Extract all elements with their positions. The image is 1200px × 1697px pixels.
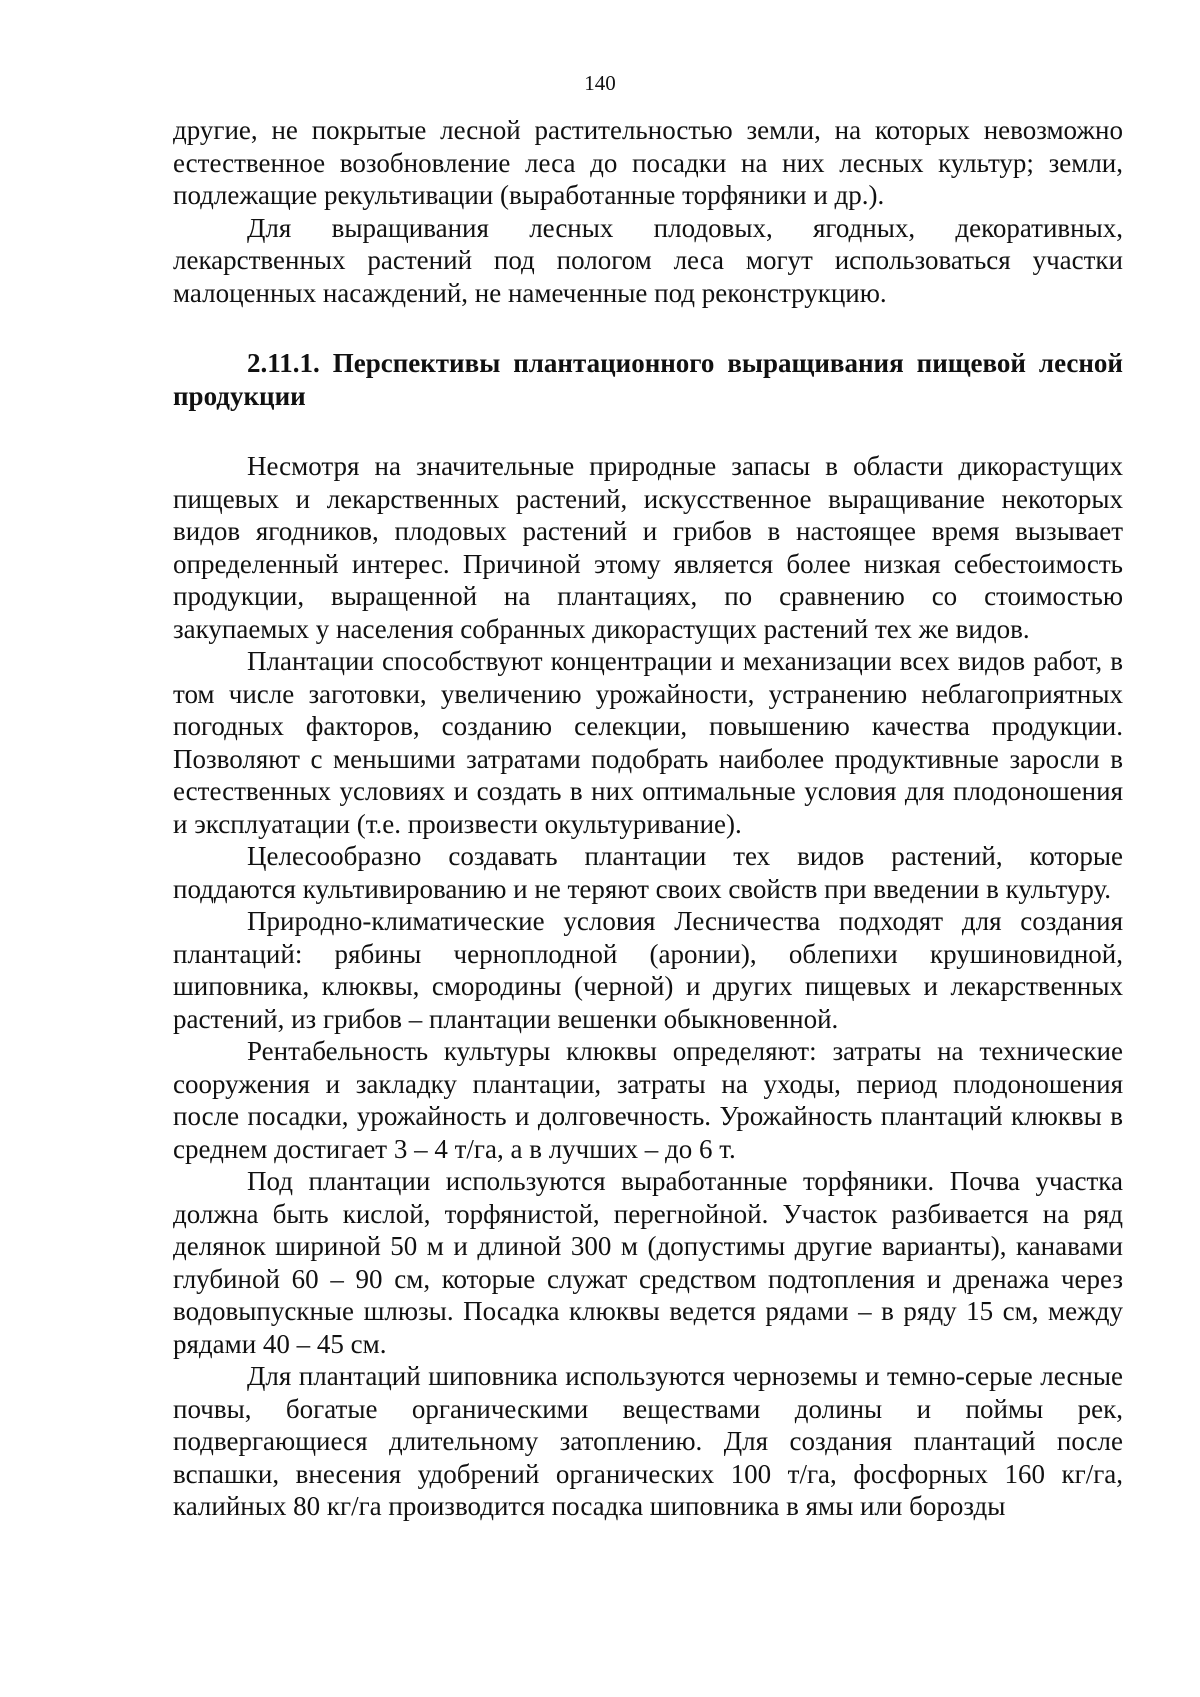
page-number: 140	[584, 71, 616, 95]
paragraph: Для выращивания лесных плодовых, ягодных, декоративных, лекарственных растений под пологом леса могут использоваться участки малоценных насаждений, не намеченные под реконструкцию.	[173, 212, 1123, 308]
paragraph: Природно-климатические условия Лесничества подходят для создания плантаций: рябины черноплодной (аронии), облепихи крушиновидной, шиповника, клюквы, смородины (черной) и других пищевых и лекарственных растений, из грибов – плантации вешенки обыкновенной.	[173, 906, 1123, 1034]
paragraph-continued: другие, не покрытые лесной растительностью земли, на которых невозможно естественное возобновление леса до посадки на них лесных культур; земли, подлежащие рекультивации (выработанные торфяники и др.).	[173, 115, 1123, 210]
section-heading: 2.11.1. Перспективы плантационного выращивания пищевой лесной продукции	[173, 348, 1123, 411]
paragraph: Рентабельность культуры клюквы определяют: затраты на технические сооружения и закладку плантации, затраты на уходы, период плодоношения после посадки, урожайность и долговечность. Урожайность плантаций клюквы в среднем достигает 3 – 4 т/га, а в лучших – до 6 т.	[173, 1036, 1123, 1164]
page-body	[173, 114, 1123, 1523]
paragraph: Целесообразно создавать плантации тех видов растений, которые поддаются культивированию и не теряют своих свойств при введении в культуру.	[173, 841, 1123, 904]
paragraph: Под плантации используются выработанные торфяники. Почва участка должна быть кислой, торфянистой, перегнойной. Участок разбивается на ряд делянок шириной 50 м и длиной 300 м (допустимы другие варианты), канавами глубиной 60 – 90 см, которые служат средством подтопления и дренажа через водовыпускные шлюзы. Посадка клюквы ведется рядами – в ряду 15 см, между рядами 40 – 45 см.	[173, 1166, 1123, 1359]
paragraph: Несмотря на значительные природные запасы в области дикорастущих пищевых и лекарственных растений, искусственное выращивание некоторых видов ягодников, плодовых растений и грибов в настоящее время вызывает определенный интерес. Причиной этому является более низкая себестоимость продукции, выращенной на плантациях, по сравнению со стоимостью закупаемых у населения собранных дикорастущих растений тех же видов.	[173, 451, 1123, 644]
paragraph: Плантации способствуют концентрации и механизации всех видов работ, в том числе заготовки, увеличению урожайности, устранению неблагоприятных погодных факторов, созданию селекции, повышению качества продукции. Позволяют с меньшими затратами подобрать наиболее продуктивные заросли в естественных условиях и создать в них оптимальные условия для плодоношения и эксплуатации (т.е. произвести окультуривание).	[173, 646, 1123, 839]
paragraph: Для плантаций шиповника используются черноземы и темно-серые лесные почвы, богатые органическими веществами долины и поймы рек, подвергающиеся длительному затоплению. Для создания плантаций после вспашки, внесения удобрений органических 100 т/га, фосфорных 160 кг/га, калийных 80 кг/га производится посадка шиповника в ямы или борозды	[173, 1361, 1123, 1521]
